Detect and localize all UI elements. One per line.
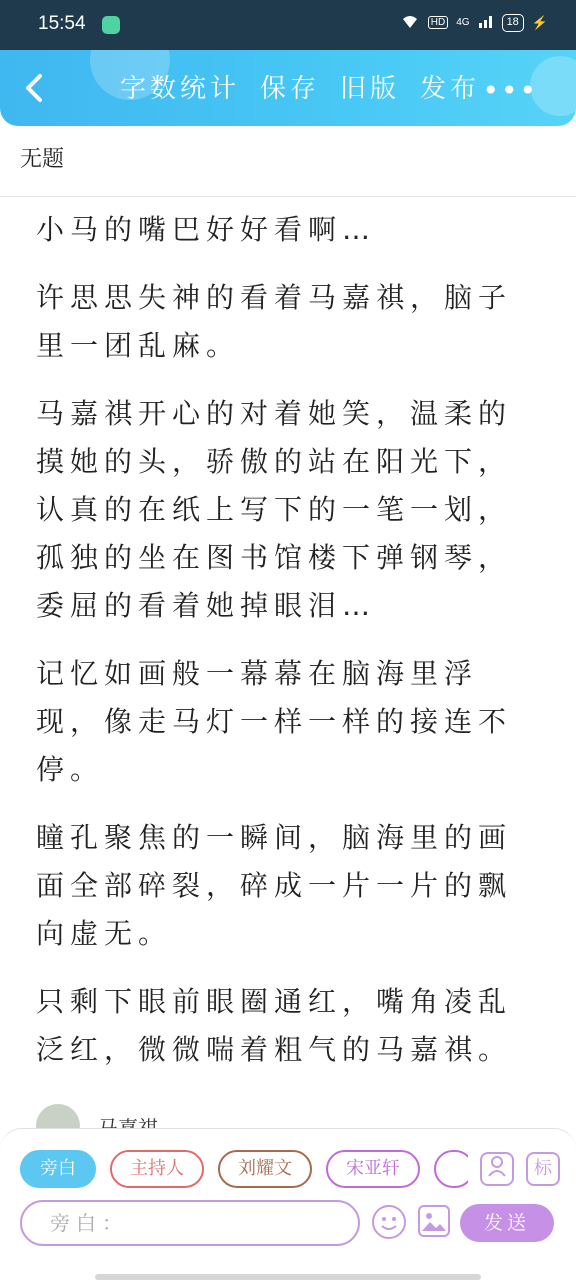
home-indicator[interactable] — [95, 1274, 481, 1280]
hd-badge: HD — [428, 16, 448, 29]
charging-icon: ⚡ — [531, 14, 548, 30]
document-body[interactable] — [36, 206, 536, 1094]
signal-icon — [478, 13, 494, 32]
paragraph: 许思思失神的看着马嘉祺，脑子里一团乱麻。 — [36, 281, 513, 362]
person-icon[interactable] — [480, 1152, 514, 1186]
role-chip-more[interactable] — [434, 1150, 468, 1188]
paragraph: 只剩下眼前眼圈通红，嘴角凌乱泛红，微微喘着粗气的马嘉祺。 — [36, 985, 513, 1066]
document-title[interactable]: 无题 — [20, 147, 65, 172]
network-label: 4G — [456, 17, 470, 28]
wifi-icon — [400, 13, 420, 32]
role-chip-song-yaxuan[interactable]: 宋亚轩 — [326, 1150, 420, 1188]
old-version-button[interactable]: 旧版 — [339, 74, 400, 104]
role-chip-host[interactable]: 主持人 — [110, 1150, 204, 1188]
role-chip-liu-yaowen[interactable]: 刘耀文 — [218, 1150, 312, 1188]
nav-menu — [120, 68, 480, 105]
dialogue-input[interactable]: 旁白： — [20, 1200, 360, 1246]
save-button[interactable]: 保存 — [259, 74, 320, 104]
status-bar — [0, 0, 576, 50]
role-selector — [20, 1150, 468, 1188]
send-button[interactable]: 发送 — [460, 1204, 554, 1242]
word-count-button[interactable]: 字数统计 — [119, 74, 240, 104]
publish-button[interactable]: 发布 — [419, 74, 480, 104]
status-icons — [400, 13, 548, 32]
role-chip-narrator[interactable]: 旁白 — [20, 1150, 96, 1188]
status-time: 15:54 — [38, 13, 86, 34]
back-chevron-icon[interactable] — [16, 68, 56, 108]
top-nav-bar — [0, 50, 576, 126]
smiley-icon[interactable] — [372, 1205, 406, 1239]
paragraph: 小马的嘴巴好好看啊… — [36, 213, 377, 246]
home-indicator-bar — [0, 1248, 576, 1280]
app-notification-icon — [102, 16, 120, 34]
tag-icon[interactable]: 标 — [526, 1152, 560, 1186]
more-dots-icon[interactable]: ••• — [482, 74, 538, 107]
paragraph: 记忆如画般一幕幕在脑海里浮现，像走马灯一样一样的接连不停。 — [36, 657, 513, 786]
battery-icon: 18 — [502, 14, 524, 32]
paragraph: 瞳孔聚焦的一瞬间，脑海里的画面全部碎裂，碎成一片一片的飘向虚无。 — [36, 821, 513, 950]
image-icon[interactable] — [418, 1205, 450, 1237]
title-divider — [0, 196, 576, 197]
paragraph: 马嘉祺开心的对着她笑，温柔的摸她的头，骄傲的站在阳光下，认真的在纸上写下的一笔一划，孤独的坐在图书馆楼下弹钢琴，委屈的看着她掉眼泪… — [36, 397, 513, 622]
